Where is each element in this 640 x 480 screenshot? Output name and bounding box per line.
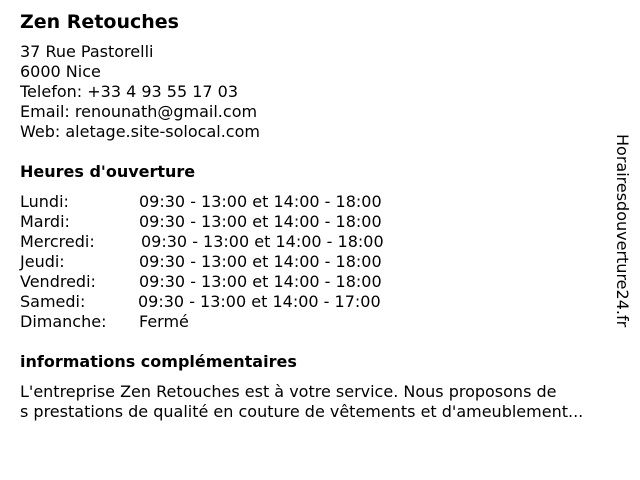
- address-block: [20, 42, 620, 142]
- hours-heading: Heures d'ouverture: [20, 162, 196, 181]
- street-address: 37 Rue Pastorelli: [20, 42, 154, 61]
- watermark-text: Horairesdouverture24.fr: [613, 134, 632, 328]
- hours-time: 09:30 - 13:00 et 14:00 - 18:00: [139, 212, 382, 231]
- city-postal: 6000 Nice: [20, 62, 101, 81]
- hours-time: 09:30 - 13:00 et 14:00 - 18:00: [139, 272, 382, 291]
- info-heading: informations complémentaires: [20, 352, 297, 371]
- info-description: [20, 382, 630, 422]
- hours-row-wednesday: [20, 232, 620, 252]
- hours-day: Samedi:: [20, 292, 86, 311]
- hours-row-saturday: [20, 292, 620, 312]
- hours-day: Mardi:: [20, 212, 70, 231]
- hours-time: Fermé: [139, 312, 189, 331]
- hours-row-monday: [20, 192, 620, 212]
- hours-day: Lundi:: [20, 192, 69, 211]
- hours-row-tuesday: [20, 212, 620, 232]
- hours-day: Mercredi:: [20, 232, 95, 251]
- business-listing: [20, 10, 620, 422]
- business-name: Zen Retouches: [20, 11, 179, 33]
- hours-row-sunday: [20, 312, 620, 332]
- hours-table: [20, 192, 620, 332]
- phone-number: Telefon: +33 4 93 55 17 03: [20, 82, 239, 101]
- hours-time: 09:30 - 13:00 et 14:00 - 17:00: [138, 292, 381, 311]
- hours-time: 09:30 - 13:00 et 14:00 - 18:00: [141, 232, 384, 251]
- hours-day: Vendredi:: [20, 272, 96, 291]
- hours-time: 09:30 - 13:00 et 14:00 - 18:00: [139, 252, 382, 271]
- website: Web: aletage.site-solocal.com: [20, 122, 260, 141]
- hours-day: Dimanche:: [20, 312, 107, 331]
- hours-time: 09:30 - 13:00 et 14:00 - 18:00: [139, 192, 382, 211]
- info-line-1: L'entreprise Zen Retouches est à votre service. Nous proposons de: [20, 382, 557, 401]
- hours-day: Jeudi:: [20, 252, 65, 271]
- hours-row-friday: [20, 272, 620, 292]
- hours-row-thursday: [20, 252, 620, 272]
- site-watermark: [612, 134, 634, 364]
- email-address: Email: renounath@gmail.com: [20, 102, 258, 121]
- info-line-2: s prestations de qualité en couture de vêtements et d'ameublement...: [20, 402, 584, 421]
